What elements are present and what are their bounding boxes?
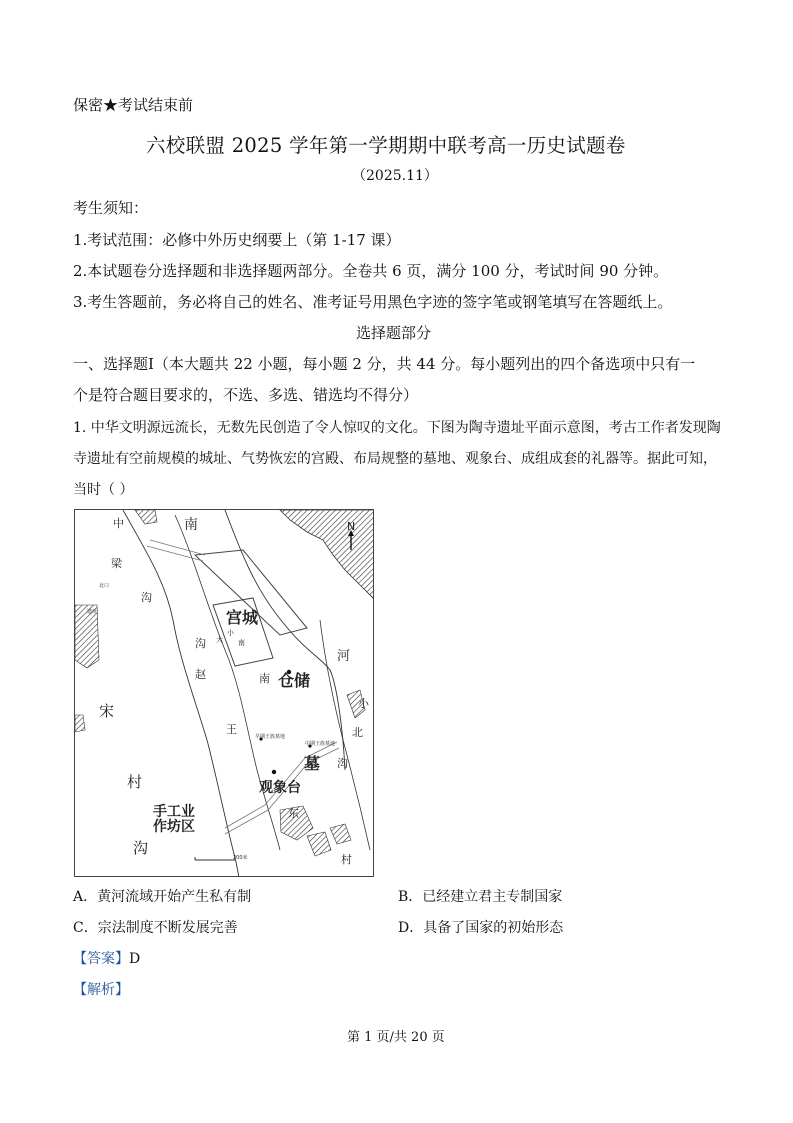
north-label: N <box>347 520 356 533</box>
storage-label: 仓储 <box>278 671 311 690</box>
xiao-char-small: 小 <box>227 629 234 637</box>
observatory-dot <box>272 770 276 774</box>
gou-char-xiaobei: 沟 <box>337 757 348 770</box>
option-a: A．黄河流域开始产生私有制 <box>73 889 252 905</box>
option-b: B．已经建立君主专制国家 <box>398 889 563 905</box>
option-c: C．宗法制度不断发展完善 <box>73 920 238 936</box>
notice-heading: 考生须知： <box>73 199 149 217</box>
answer-value: D <box>129 951 141 967</box>
option-d: D．具备了国家的初始形态 <box>398 920 564 936</box>
early-tomb-label: 早期王族墓地 <box>255 734 286 740</box>
river-char-liang: 梁 <box>111 557 122 570</box>
xiao-char: 小 <box>358 697 369 710</box>
beikou-label: 北口 <box>99 583 110 589</box>
he-char: 河 <box>337 649 351 664</box>
village-top <box>135 510 157 524</box>
river-char-gou-1: 沟 <box>141 591 152 604</box>
notice-item-structure: 2.本试题卷分选择题和非选择题两部分。全卷共 6 页，满分 100 分，考试时间 90 分钟。 <box>73 262 669 280</box>
taosi-site-map <box>74 509 374 877</box>
river-char-zhong: 中 <box>113 517 124 530</box>
village-bottom-2 <box>307 832 331 856</box>
section-intro-line2: 个是符合题目要求的，不选、多选、错选均不得分） <box>73 386 419 404</box>
village-top-right <box>280 510 374 600</box>
confidential-label: 保密★考试结束前 <box>73 96 194 114</box>
village-char: 村 <box>341 853 352 866</box>
notice-item-instructions: 3.考生答题前，务必将自己的姓名、准考证号用黑色字迹的签字笔或钢笔填写在答题纸上。 <box>73 293 673 311</box>
road-north <box>147 540 205 561</box>
dong-char: 东 <box>288 807 299 820</box>
zhao-char: 赵 <box>195 668 206 681</box>
mid-tomb-label: 中期王族墓地 <box>305 741 336 747</box>
answer-label: 【答案】 <box>73 951 129 967</box>
workshop-label-line2: 作坊区 <box>153 819 195 835</box>
analysis-label: 【解析】 <box>73 982 129 998</box>
question-1-stem-line3: 当时（ ） <box>73 482 134 498</box>
river-char-nan: 南 <box>184 517 198 533</box>
question-1-stem-line2: 寺遗址有空前规模的城址、气势恢宏的宫殿、布局规整的墓地、观象台、成组成套的礼器等。据此可知， <box>73 451 717 467</box>
nan-char-tiny: 南 <box>238 639 245 647</box>
nan-char-small: 南 <box>259 672 270 685</box>
question-1-stem-line1: 1. 中华文明源远流长，无数先民创造了令人惊叹的文化。下图为陶寺遗址平面示意图，考古工作者发现陶 <box>73 420 721 436</box>
gou-char-zhao: 沟 <box>195 637 206 650</box>
exam-title: 六校联盟 2025 学年第一学期期中联考高一历史试题卷 <box>146 134 626 157</box>
tomb-label: 墓 <box>304 754 321 773</box>
da-char: 大 <box>216 636 223 644</box>
section-title: 选择题部分 <box>356 324 432 342</box>
answer-line <box>73 948 140 968</box>
wang-char: 王 <box>226 723 237 736</box>
gou-char-song: 沟 <box>133 839 149 857</box>
page-footer: 第 1 页/共 20 页 <box>347 1030 445 1045</box>
cun-char: 村 <box>127 773 143 791</box>
observatory-label: 观象台 <box>259 780 301 796</box>
section-intro-line1: 一、选择题Ⅰ（本大题共 22 小题，每小题 2 分，共 44 分。每小题列出的四个备选项中只有一 <box>73 355 696 373</box>
scale-label: 200米 <box>233 855 248 861</box>
notice-item-scope: 1.考试范围：必修中外历史纲要上（第 1-17 课） <box>73 231 401 249</box>
song-char: 宋 <box>99 702 115 720</box>
village-left-2 <box>75 715 85 732</box>
workshop-label-line1: 手工业 <box>153 804 195 820</box>
site-label: 遗址 <box>87 609 98 615</box>
bei-char: 北 <box>352 726 363 739</box>
exam-date: （2025.11） <box>352 168 438 184</box>
palace-label: 宫城 <box>226 608 259 627</box>
village-bottom-3 <box>330 824 351 844</box>
